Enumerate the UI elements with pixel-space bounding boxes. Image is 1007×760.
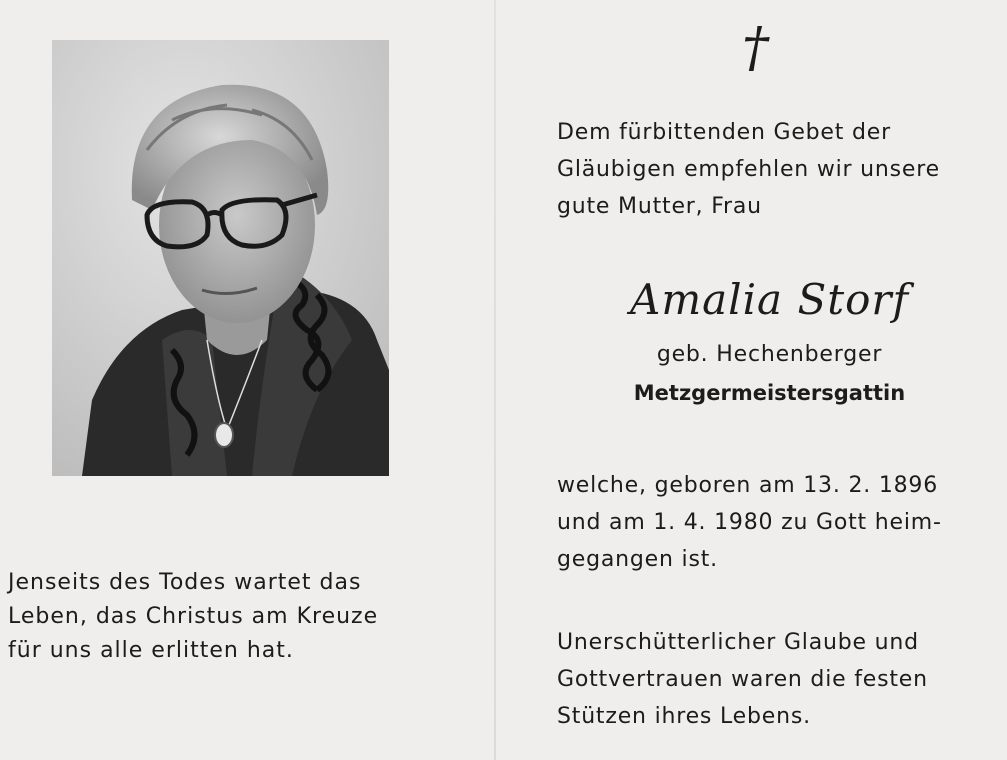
card-fold — [494, 0, 496, 760]
birth-name: geb. Hechenberger — [656, 342, 883, 367]
life-line: gegangen ist. — [557, 547, 718, 572]
quote-line: Leben, das Christus am Kreuze — [8, 604, 379, 629]
quote-line: für uns alle erlitten hat. — [8, 638, 294, 663]
intro-line: Gläubigen empfehlen wir unsere — [557, 157, 940, 182]
life-line: welche, geboren am 13. 2. 1896 — [557, 473, 939, 498]
life-dates-text — [557, 467, 982, 578]
faith-line: Stützen ihres Lebens. — [557, 704, 811, 729]
intro-line: Dem fürbittenden Gebet der — [557, 120, 891, 145]
faith-text — [557, 624, 982, 735]
deceased-name: Amalia Storf — [629, 275, 909, 324]
life-line: und am 1. 4. 1980 zu Gott heim- — [557, 510, 942, 535]
faith-line: Gottvertrauen waren die festen — [557, 667, 928, 692]
quote-line: Jenseits des Todes wartet das — [8, 570, 362, 595]
intro-text — [557, 114, 982, 225]
faith-line: Unerschütterlicher Glaube und — [557, 630, 919, 655]
cross-icon: † — [742, 16, 769, 79]
portrait-photo — [52, 40, 389, 476]
intro-line: gute Mutter, Frau — [557, 194, 762, 219]
occupation: Metzgermeistersgattin — [633, 381, 906, 405]
memorial-quote — [8, 566, 438, 668]
